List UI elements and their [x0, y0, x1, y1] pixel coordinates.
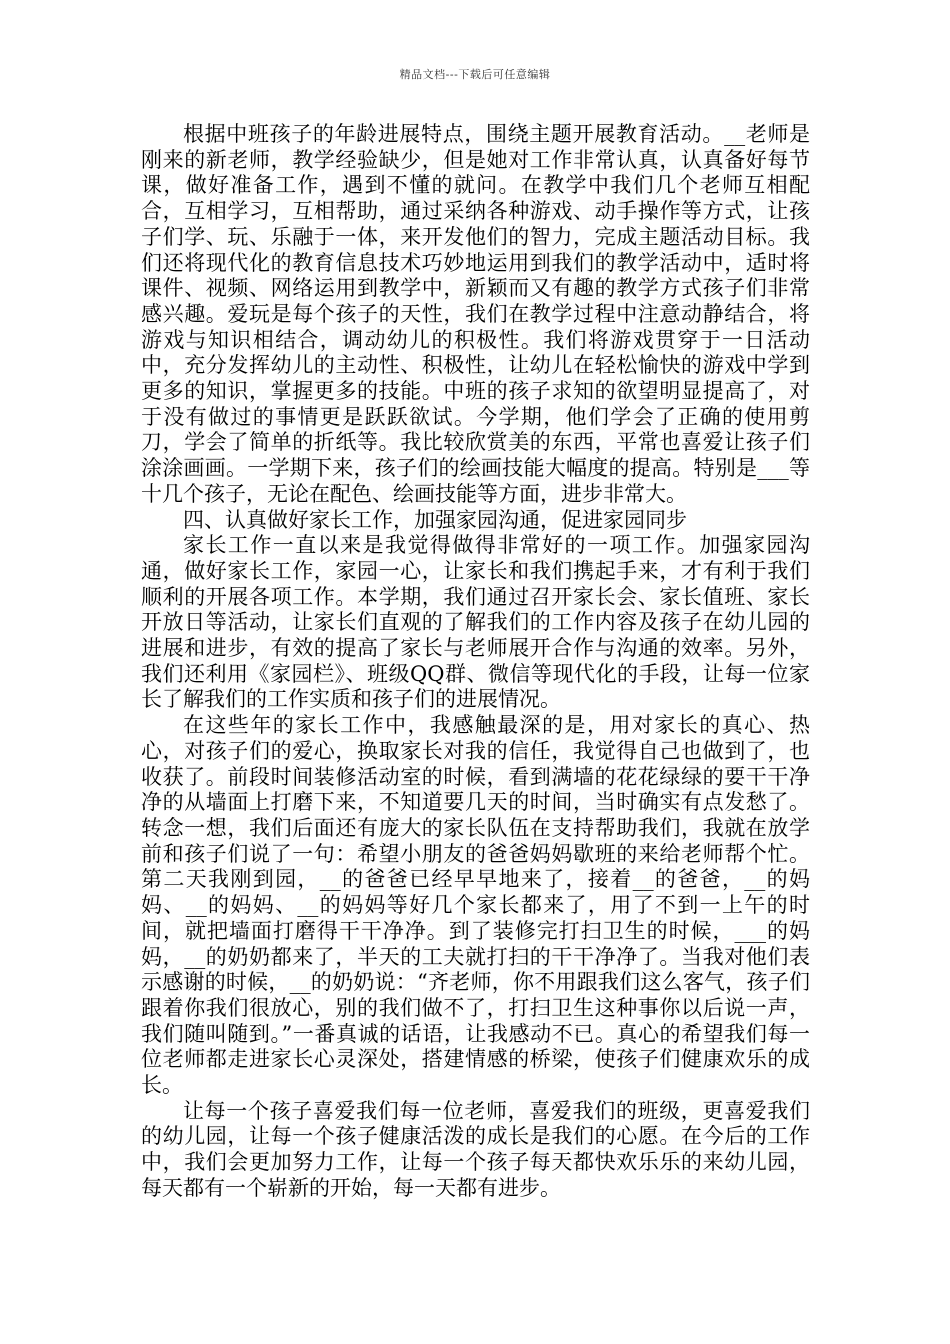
paragraph-parent-communication: 家长工作一直以来是我觉得做得非常好的一项工作。加强家园沟通，做好家长工作，家园一心，让家长和我们携起手来，才有利于我们顺利的开展各项工作。本学期，我们通过召开家长会、家长值班、家长开放日等活动，让家长们直观的了解我们的工作内容及孩子在幼儿园的进展和进步，有效的提高了家长与老师展开合作与沟通的效率。另外，我们还利用《家园栏》、班级QQ群、微信等现代化的手段，让每一位家长了解我们的工作实质和孩子们的进展情况。	[141, 533, 810, 712]
section-heading-parent-work: 四、认真做好家长工作，加强家园沟通，促进家园同步	[183, 507, 687, 532]
page-header: 精品文档---下载后可任意编辑	[399, 68, 551, 81]
document-body	[141, 122, 810, 1202]
paragraph-teaching-activities: 根据中班孩子的年龄进展特点，围绕主题开展教育活动。__老师是刚来的新老师，教学经验缺少，但是她对工作非常认真，认真备好每节课，做好准备工作，遇到不懂的就问。在教学中我们几个老师互相配合，互相学习，互相帮助，通过采纳各种游戏、动手操作等方式，让孩子们学、玩、乐融于一体，来开发他们的智力，完成主题活动目标。我们还将现代化的教育信息技术巧妙地运用到我们的教学活动中，适时将课件、视频、网络运用到教学中，新颖而又有趣的教学方式孩子们非常感兴趣。爱玩是每个孩子的天性，我们在教学过程中注意动静结合，将游戏与知识相结合，调动幼儿的积极性。我们将游戏贯穿于一日活动中，充分发挥幼儿的主动性、积极性，让幼儿在轻松愉快的游戏中学到更多的知识，掌握更多的技能。中班的孩子求知的欲望明显提高了，对于没有做过的事情更是跃跃欲试。今学期，他们学会了正确的使用剪刀，学会了简单的折纸等。我比较欣赏美的东西，平常也喜爱让孩子们涂涂画画。一学期下来，孩子们的绘画技能大幅度的提高。特别是___等十几个孩子，无论在配色、绘画技能等方面，进步非常大。	[141, 122, 810, 506]
paragraph-parent-experience: 在这些年的家长工作中，我感触最深的是，用对家长的真心、热心，对孩子们的爱心，换取家长对我的信任，我觉得自己也做到了，也收获了。前段时间装修活动室的时候，看到满墙的花花绿绿的要干干净净的从墙面上打磨下来，不知道要几天的时间，当时确实有点发愁了。转念一想，我们后面还有庞大的家长队伍在支持帮助我们，我就在放学前和孩子们说了一句：希望小朋友的爸爸妈妈歇班的来给老师帮个忙。第二天我刚到园，__的爸爸已经早早地来了，接着__的爸爸，__的妈妈、__的妈妈、__的妈妈等好几个家长都来了，用了不到一上午的时间，就把墙面打磨得干干净净。到了装修完打扫卫生的时候，___的妈妈，__的奶奶都来了，半天的工夫就打扫的干干净净了。当我对他们表示感谢的时候，__的奶奶说：“齐老师，你不用跟我们这么客气，孩子们跟着你我们很放心，别的我们做不了，打扫卫生这种事你以后说一声，我们随叫随到。”一番真诚的话语，让我感动不已。真心的希望我们每一位老师都走进家长心灵深处，搭建情感的桥梁，使孩子们健康欢乐的成长。	[141, 713, 810, 1098]
paragraph-closing-wish: 让每一个孩子喜爱我们每一位老师，喜爱我们的班级，更喜爱我们的幼儿园，让每一个孩子健康活泼的成长是我们的心愿。在今后的工作中，我们会更加努力工作，让每一个孩子每天都快欢乐乐的来幼儿园，每天都有一个崭新的开始，每一天都有进步。	[141, 1098, 810, 1200]
